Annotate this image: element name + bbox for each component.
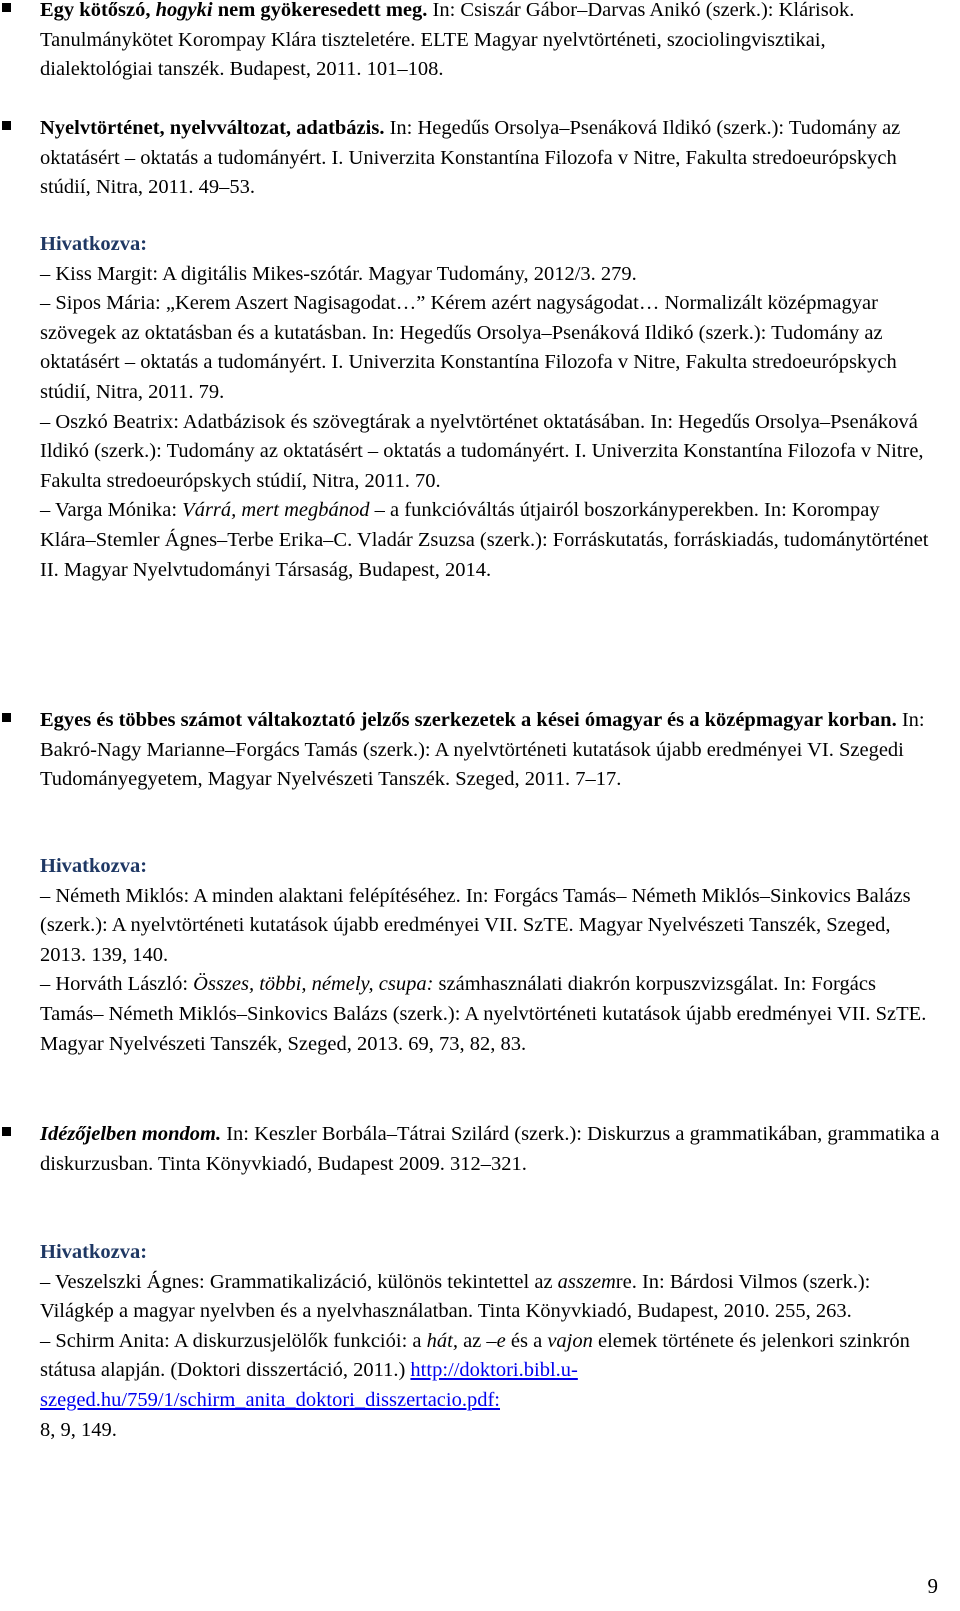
citation-item: – Veszelszki Ágnes: Grammatikalizáció, különös tekintettel az asszemre. In: Bárdosi Vilmos (szerk.): Világkép a magyar nyelvben és a nyelvhasználatban. Tinta Könyvkiadó, Budapest, 2010. 255, 263. [40, 1270, 871, 1323]
publication-details: In: Bakró-Nagy Marianne–Forgács Tamás (szerk.): A nyelvtörténeti kutatások újabb eredményei VI. Szegedi Tudományegyetem, Magyar Nyelvészeti Tanszék. Szeged, 2011. 7–17. [40, 709, 925, 791]
citation-item: – Schirm Anita: A diskurzusjelölők funkciói: a hát, az –e és a vajon elemek története és jelenkori szinkrón státusa alapján. (Doktori disszertáció, 2011.) http://doktori.bibl.u-szeged.hu/759/1/schirm_anita_doktori_disszertacio.pdf: 8, 9, 149. [40, 1329, 910, 1441]
citation-item: – Oszkó Beatrix: Adatbázisok és szövegtárak a nyelvtörténet oktatásában. In: Hegedűs Orsolya–Psenáková Ildikó (szerk.): Tudomány az oktatásért – oktatás a tudományért. I. Univerzita Konstantína Filozofa v Nitre, Fakulta stredoeurópskych stúdií, Nitra, 2011. 70. [40, 410, 924, 492]
publication-entry-3 [40, 706, 940, 795]
bullet-marker [2, 713, 11, 722]
bullet-marker [2, 1127, 11, 1136]
citation-item: – Sipos Mária: „Kerem Aszert Nagisagodat…” Kérem azért nagyságodat… Normalizált középmagyar szövegek az oktatásban és a kutatásban. In: Hegedűs Orsolya–Psenáková Ildikó (szerk.): Tudomány az oktatásért – oktatás a tudományért. I. Univerzita Konstantína Filozofa v Nitre, Fakulta stredoeurópskych stúdií, Nitra, 2011. 79. [40, 292, 897, 403]
bullet-marker [2, 121, 11, 130]
publication-title: Egy kötőszó, hogyki nem gyökeresedett meg. [40, 0, 428, 21]
publication-entry-2 [40, 114, 940, 203]
citations-heading: Hivatkozva: [40, 855, 148, 877]
citation-item: – Kiss Margit: A digitális Mikes-szótár. Magyar Tudomány, 2012/3. 279. [40, 262, 637, 285]
dissertation-link[interactable]: http://doktori.bibl.u-szeged.hu/759/1/schirm_anita_doktori_disszertacio.pdf: [40, 1359, 578, 1411]
publication-title: Egyes és többes számot váltakoztató jelzős szerkezetek a kései ómagyar és a középmagyar korban. [40, 709, 897, 731]
citations-heading: Hivatkozva: [40, 233, 148, 255]
citations-heading: Hivatkozva: [40, 1241, 148, 1263]
citation-item: – Horváth László: Összes, többi, némely, csupa: számhasználati diakrón korpuszvizsgálat. In: Forgács Tamás– Németh Miklós–Sinkovics Balázs (szerk.): A nyelvtörténeti kutatások újabb eredményei VII. SzTE. Magyar Nyelvészeti Tanszék, Szeged, 2013. 69, 73, 82, 83. [40, 973, 927, 1055]
publication-title: Idézőjelben mondom. [40, 1123, 222, 1145]
publication-details: In: Hegedűs Orsolya–Psenáková Ildikó (szerk.): Tudomány az oktatásért – oktatás a tudományért. I. Univerzita Konstantína Filozofa v Nitre, Fakulta stredoeurópskych stúdií, Nitra, 2011. 49–53. [40, 117, 901, 199]
citations-block-2 [40, 230, 940, 585]
citations-block-3 [40, 852, 940, 1059]
citation-item: – Varga Mónika: Várrá, mert megbánod – a funkcióváltás útjairól boszorkányperekben. In: Korompay Klára–Stemler Ágnes–Terbe Erika–C. Vladár Zsuzsa (szerk.): Forráskutatás, forráskiadás, tudománytörténet II. Magyar Nyelvtudományi Társaság, Budapest, 2014. [40, 499, 929, 581]
citations-block-4 [40, 1238, 940, 1445]
publication-details: In: Keszler Borbála–Tátrai Szilárd (szerk.): Diskurzus a grammatikában, grammatika a diskurzusban. Tinta Könyvkiadó, Budapest 2009. 312–321. [40, 1123, 940, 1175]
publication-title: Nyelvtörténet, nyelvváltozat, adatbázis. [40, 117, 385, 139]
page-number: 9 [927, 1574, 938, 1598]
publication-details: In: Csiszár Gábor–Darvas Anikó (szerk.): Klárisok. Tanulmánykötet Korompay Klára tiszteletére. ELTE Magyar nyelvtörténeti, szociolingvisztikai, dialektológiai tanszék. Budapest, 2011. 101–108. [40, 0, 855, 81]
bullet-marker [2, 3, 11, 12]
publication-entry-4 [40, 1120, 940, 1179]
citation-item: – Németh Miklós: A minden alaktani felépítéséhez. In: Forgács Tamás– Németh Miklós–Sinkovics Balázs (szerk.): A nyelvtörténeti kutatások újabb eredményei VII. SzTE. Magyar Nyelvészeti Tanszék, Szeged, 2013. 139, 140. [40, 884, 911, 966]
publication-entry-1 [40, 0, 940, 85]
